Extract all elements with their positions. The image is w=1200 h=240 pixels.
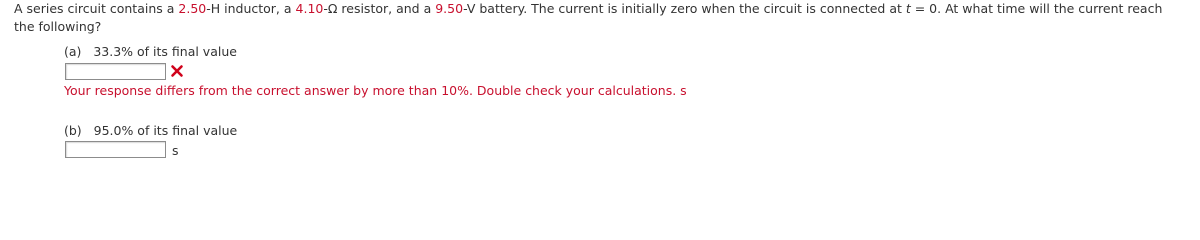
part-a-prompt: 33.3% of its final value — [93, 44, 237, 59]
resistance-value: 4.10 — [295, 1, 324, 16]
part-a-feedback: Your response differs from the correct answer by more than 10%. Double check your calculations. s — [64, 83, 687, 98]
question-text — [14, 0, 1200, 36]
part-b-answer-input[interactable] — [65, 141, 166, 158]
inductance-value: 2.50 — [178, 1, 207, 16]
question-line-1: A series circuit contains a 2.50-H inductor, a 4.10-Ω resistor, and a 9.50-V battery. The current is initially zero when the circuit is connected at t = 0. At what time will the current reach — [14, 1, 1163, 16]
part-b-unit: s — [172, 143, 179, 158]
time-variable: t — [905, 1, 911, 16]
part-a-answer-input[interactable] — [65, 63, 166, 80]
part-b-header — [64, 123, 237, 138]
voltage-value: 9.50 — [435, 1, 464, 16]
part-a-header — [64, 44, 237, 59]
question-line-2: the following? — [14, 19, 102, 34]
red-x-icon — [170, 64, 184, 78]
part-a-label: (a) — [64, 44, 82, 59]
part-b-label: (b) — [64, 123, 82, 138]
part-b-prompt: 95.0% of its final value — [93, 123, 238, 138]
